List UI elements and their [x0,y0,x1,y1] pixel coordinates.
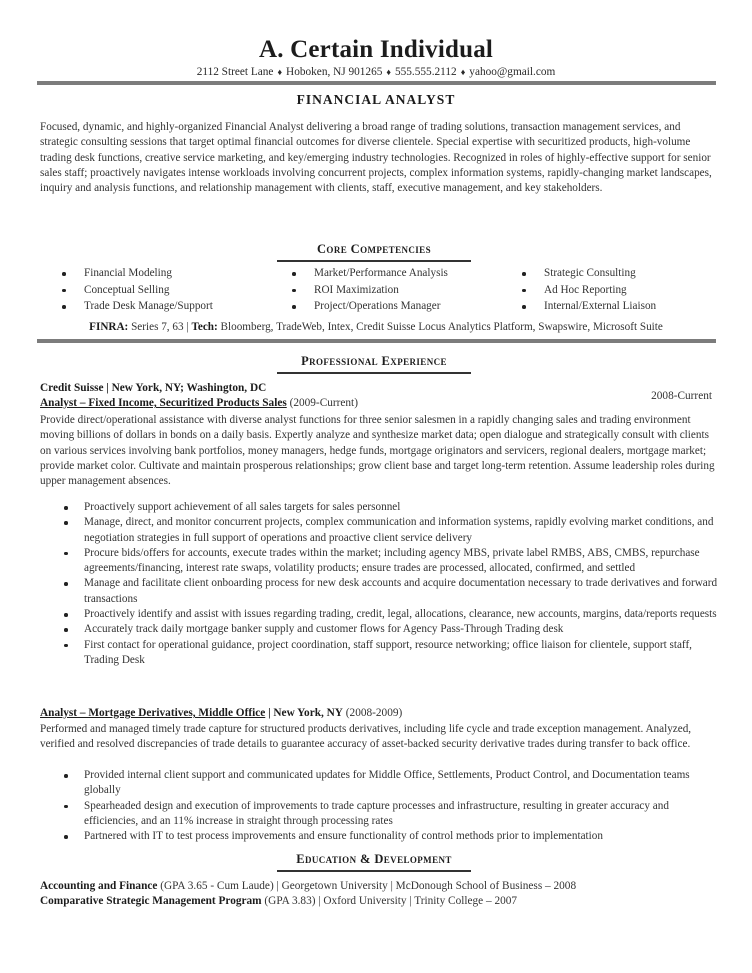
contact-phone: 555.555.2112 [394,66,457,78]
competency-item: Trade Desk Manage/Support [58,298,288,315]
role-title: Analyst – Fixed Income, Securitized Products Sales [40,397,287,409]
section-heading-core-competencies: Core Competencies [277,242,471,262]
competency-item: ROI Maximization [288,282,518,299]
competency-item: Market/Performance Analysis [288,265,518,282]
section-heading-professional-experience: Professional Experience [277,354,471,374]
header-divider [37,81,716,85]
diamond-separator-icon: ♦ [386,67,391,77]
bullet-item: Proactively support achievement of all sales targets for sales personnel [84,500,720,515]
bullet-item: Provided internal client support and communicated updates for Middle Office, Settlements, Product Control, and Documentation teams globally [84,768,720,799]
competency-item: Conceptual Selling [58,282,288,299]
contact-city: Hoboken, NJ 901265 [286,66,383,78]
bullet-item: Manage and facilitate client onboarding process for new desk accounts and acquire documentation necessary to trade derivatives and forward transactions [84,576,720,607]
section-divider [37,339,716,343]
section-heading-education: Education & Development [277,852,471,872]
bullet-item: Procure bids/offers for accounts, execute trades within the market; including agency MBS, private label RMBS, ABS, CMBS, repurchase agreements/financing, interest rate swaps, volatility products; ensure trades are processed, allocated, confirmed, and settled [84,546,720,577]
competency-item: Project/Operations Manager [288,298,518,315]
summary-paragraph: Focused, dynamic, and highly-organized Financial Analyst delivering a broad range of trading solutions, transaction management services, and strategic consulting sessions that target optimal financial outcomes for diverse clientele. Special expertise with securitized products, high-volume trading desk functions, creative service marketing, and key/emerging industry technologies. Recognized in roles of highly-effective support for senior sales staff; proactively navigates intense workloads involving concurrent projects, complex information systems, rapidly-changing market landscapes, inquiry and analysis functions, and relationship management with clients, staff, executive management, and key stakeholders. [40,121,712,195]
competency-item: Internal/External Liaison [518,298,718,315]
role-dates: (2008-2009) [342,707,403,719]
company-name: Credit Suisse | New York, NY; Washington, DC [40,382,267,394]
professional-title: FINANCIAL ANALYST [296,92,456,107]
role-dates: (2009-Current) [286,397,358,409]
competency-item: Ad Hoc Reporting [518,282,718,299]
contact-street: 2112 Street Lane [196,66,274,78]
competency-item: Strategic Consulting [518,265,718,282]
candidate-name: A. Certain Individual [258,36,494,63]
education-entry [40,895,517,907]
education-entry [40,880,576,892]
role-heading [40,707,402,719]
tech-label: Tech: [191,321,218,333]
diamond-separator-icon: ♦ [460,67,466,77]
finra-label: FINRA: [89,321,129,333]
role-bullets [84,500,720,668]
contact-line [0,66,752,78]
role-heading [40,397,358,409]
finra-value: Series 7, 63 | [128,321,192,333]
bullet-item: Accurately track daily mortgage banker supply and customer flows for Agency Pass-Through Trading desk [84,622,720,637]
bullet-item: Manage, direct, and monitor concurrent projects, complex communication and information systems, rapidly evolving market conditions, and negotiation strategies in full support of operations and proactive client service delivery [84,515,720,546]
role-bullets [84,768,720,844]
education-program: Comparative Strategic Management Program [40,895,262,907]
bullet-item: Spearheaded design and execution of improvements to trade capture processes and infrastructure, resulting in greater accuracy and efficiencies, and an 11% increase in straight through processing rates [84,799,720,830]
bullet-item: Partnered with IT to test process improvements and ensure functionality of control methods prior to implementation [84,829,720,844]
role-location: | New York, NY [265,707,343,719]
education-details: (GPA 3.65 - Cum Laude) | Georgetown University | McDonough School of Business – 2008 [157,880,577,892]
role-title: Analyst – Mortgage Derivatives, Middle Office [40,707,266,719]
bullet-item: Proactively identify and assist with issues regarding trading, credit, legal, allocations, clearance, new accounts, margins, data/reports requests [84,607,720,622]
education-details: (GPA 3.83) | Oxford University | Trinity College – 2007 [261,895,518,907]
diamond-separator-icon: ♦ [277,67,283,77]
role-description: Provide direct/operational assistance with diverse analyst functions for three senior salesmen in a rapidly changing sales and trading environment moving billions of dollars in bonds on a daily basis. Expertly analyze and synthesize market data; open dialogue and strategically consult with clients on various services involving bank portfolios, money managers, hedge funds, mortgage originators and servicers, regional dealers, mortgage market; provide market color. Cultivate and maintain prosperous relationships; grow client base and target long-term retention. Assume leadership roles during upper management absences. [40,414,715,488]
bullet-item: First contact for operational guidance, project coordination, staff support, resource networking; office liaison for clientele, support staff, Trading Desk [84,638,720,669]
competencies-list [58,265,718,315]
education-program: Accounting and Finance [40,880,158,892]
tech-value: Bloomberg, TradeWeb, Intex, Credit Suisse Locus Analytics Platform, Swapswire, Microsoft Suite [217,321,663,333]
company-dates: 2008-Current [651,390,712,402]
competency-item: Financial Modeling [58,265,288,282]
role-description: Performed and managed timely trade capture for structured products derivatives, including life cycle and trade exception management. Analyzed, verified and resolved discrepancies of trade details to guarantee accuracy of asset-backed security derivative trades during transfer to back office. [40,723,692,751]
certifications-tech-line [0,321,752,333]
contact-email[interactable]: yahoo@gmail.com [469,66,556,78]
